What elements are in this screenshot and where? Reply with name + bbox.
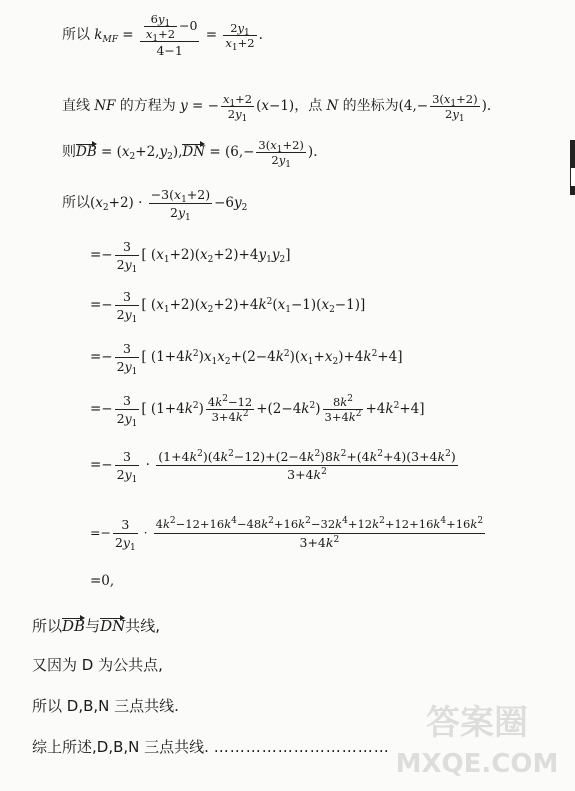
line-nf-equation: 直线 NF 的方程为 y = − $\frac{x_1+2}{2y_1}$ (x−1)，点 N 的坐标为(4,− $\frac{3(x_1+2)}{2y_1}$ ). bbox=[62, 92, 492, 124]
line-slope-mf: 所以 $k_{MF}$ = $\frac{6y_1}{x_1+2}$ −0 4−1 = $\frac{2y_1}{x_1+2}$ . bbox=[62, 12, 263, 58]
line-zero: =0, bbox=[90, 573, 115, 589]
line-step-6: =− $\frac{3}{2y_1}$ · $\frac{4k^2-12+16k^4-48k^2+16k^2-32k^4+12k^2+12+16k^4+16k^2}{3+4k^2}$ bbox=[90, 516, 484, 553]
line-conclusion: 综上所述,D,B,N 三点共线. …………………………… bbox=[32, 738, 390, 756]
line-cross-product: 所以$(x_2+2)$ · $\frac{-3(x_1+2)}{2y_1}$ $-6y_2$ bbox=[62, 187, 248, 223]
svg-text:MXQE.COM: MXQE.COM bbox=[395, 749, 559, 779]
svg-text:答案圈: 答案圈 bbox=[426, 703, 528, 743]
dotted-leader: …………………………… bbox=[213, 738, 390, 756]
line-common-point: 又因为 D 为公共点, bbox=[32, 656, 163, 674]
line-three-points: 所以 D,B,N 三点共线. bbox=[32, 697, 179, 715]
line-step-2: =− $\frac{3}{2y_1}$ [ $(x_1+2)(x_2+2)+4k^2(x_1-1)(x_2-1)$] bbox=[90, 289, 366, 325]
line-vectors: 则DB = $(x_2+2,y_2),DN = (6,-$ $\frac{3(x_1+2)}{2y_1}$ ). bbox=[62, 138, 318, 170]
line-step-3: =− $\frac{3}{2y_1}$ [ $(1+4k^2)x_1x_2+(2-4k^2)(x_1+x_2)+4k^2+4$] bbox=[90, 341, 403, 377]
line-step-4: =− $\frac{3}{2y_1}$ [ $(1+4k^2)$ $\frac{4k^2-12}{3+4k^2}$ $+(2-4k^2)$ $\frac{8k^2}{3+4k^2}$ $+4k^2+4$] bbox=[90, 393, 425, 429]
scan-edge-gap bbox=[571, 168, 575, 186]
watermark-logo bbox=[387, 690, 567, 782]
line-step-1: =− $\frac{3}{2y_1}$ [ $(x_1+2)(x_2+2)+4y_1y_2$] bbox=[90, 239, 291, 275]
line-step-5: =− $\frac{3}{2y_1}$ · $\frac{(1+4k^2)(4k^2-12)+(2-4k^2)8k^2+(4k^2+4)(3+4k^2)}{3+4k^2}$ bbox=[90, 449, 456, 485]
line-collinear-vectors: 所以DB与DN共线, bbox=[32, 617, 161, 635]
